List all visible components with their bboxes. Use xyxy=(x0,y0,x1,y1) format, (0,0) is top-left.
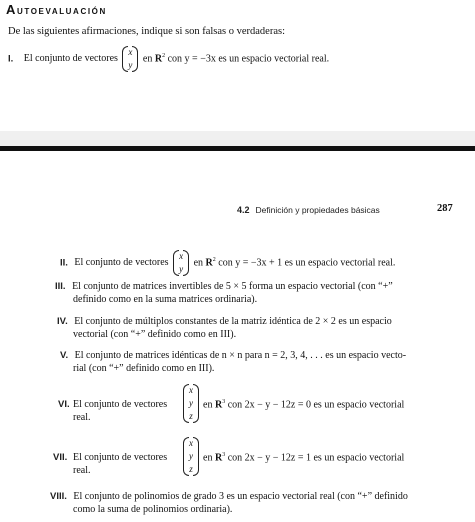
page-number: 287 xyxy=(437,203,453,214)
item-6 xyxy=(58,384,405,423)
item-4 xyxy=(57,316,392,327)
item-text-post: con y = −3x es un espacio vectorial real. xyxy=(167,53,330,65)
item-3-cont: definido como en la suma matrices ordinaria). xyxy=(73,294,258,305)
item-number: II. xyxy=(60,257,68,269)
item-5 xyxy=(60,350,406,361)
item-number: III. xyxy=(55,281,66,292)
item-5-cont: rial (con “+” definido como en III). xyxy=(73,363,215,374)
item-number: I. xyxy=(8,53,14,65)
item-1 xyxy=(8,46,329,72)
item-text-line1: El conjunto de polinomios de grado 3 es un espacio vectorial real (con “+” definido xyxy=(73,491,408,502)
item-text-mid: en xyxy=(203,399,213,411)
item-number: IV. xyxy=(57,316,68,327)
section-title: Autoevaluación xyxy=(6,2,107,17)
item-text-post: con 2x − y − 12z = 0 es un espacio vectorial xyxy=(227,399,405,411)
item-text-pre2: real. xyxy=(73,465,91,476)
item-text-pre2: real. xyxy=(73,412,91,423)
page-separator xyxy=(0,146,475,151)
item-number: VIII. xyxy=(50,491,67,502)
item-text-mid: en xyxy=(142,53,153,65)
item-text-pre: El conjunto de vectores xyxy=(73,399,168,410)
item-number: V. xyxy=(60,350,69,361)
item-text-line1: El conjunto de matrices invertibles de 5 × 5 forma un espacio vectorial (con “+” xyxy=(72,281,393,292)
vector-xyz: x y z xyxy=(183,437,199,476)
item-text-mid: en xyxy=(203,452,213,464)
item-text-pre: El conjunto de vectores xyxy=(23,53,118,65)
r3-symbol: $R^3$ xyxy=(214,399,226,411)
vector-xy: x y xyxy=(173,250,189,276)
r3-symbol: $R^3$ xyxy=(214,452,226,464)
item-text-line1: El conjunto de matrices idénticas de n × n para n = 2, 3, 4, . . . es un espacio vecto- xyxy=(74,350,407,361)
item-text-line1: El conjunto de múltiplos constantes de la matriz idéntica de 2 × 2 es un espacio xyxy=(74,316,392,327)
item-text-post: con 2x − y − 12z = 1 es un espacio vectorial xyxy=(227,452,405,464)
vector-xyz: x y z xyxy=(183,384,199,423)
item-text-pre: El conjunto de vectores xyxy=(74,257,169,269)
vector-xy: x y xyxy=(122,46,138,72)
item-4-cont: vectorial (con “+” definido como en III). xyxy=(73,329,237,340)
item-text-mid: en xyxy=(193,257,204,269)
item-2 xyxy=(60,250,395,276)
page-gap xyxy=(0,131,475,146)
running-head: 4.2 Definición y propiedades básicas xyxy=(237,205,380,215)
r2-symbol: $R^2$ xyxy=(154,52,166,65)
item-text-post: con y = −3x + 1 es un espacio vectorial real. xyxy=(218,257,396,269)
r2-symbol: $R^2$ xyxy=(205,256,216,269)
item-8 xyxy=(50,491,408,502)
item-number: VI. xyxy=(58,399,70,410)
item-number: VII. xyxy=(53,452,68,463)
item-8-cont: como la suma de polinomios ordinaria). xyxy=(73,504,233,515)
intro-text: De las siguientes afirmaciones, indique si son falsas o verdaderas: xyxy=(8,26,286,37)
item-text-pre: El conjunto de vectores xyxy=(73,452,168,463)
item-7 xyxy=(53,437,405,476)
item-3 xyxy=(55,281,393,292)
